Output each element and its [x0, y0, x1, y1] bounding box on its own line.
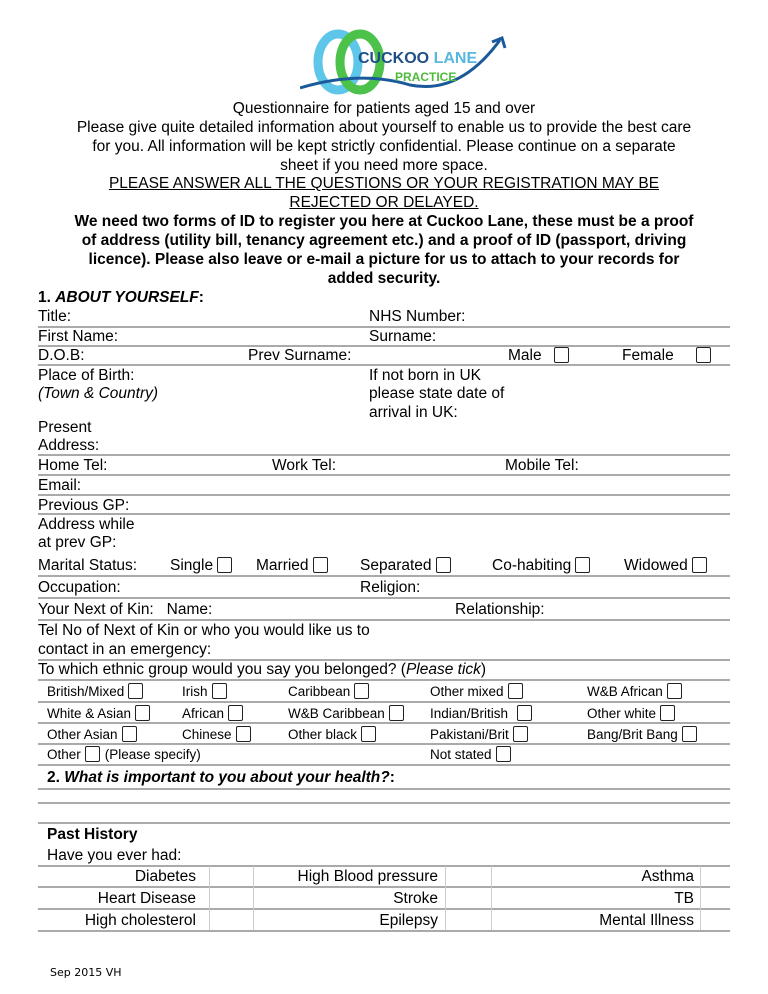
ethnic-checkbox[interactable] [85, 746, 100, 762]
ethnic-checkbox[interactable] [361, 726, 376, 742]
ethnic-group-question: To which ethnic group would you say you belonged? (Please tick) [38, 661, 487, 678]
warning-text: PLEASE ANSWER ALL THE QUESTIONS OR YOUR REGISTRATION MAY BE [108, 175, 660, 192]
religion-label: Religion: [360, 579, 421, 596]
ethnic-option[interactable]: Other black [288, 726, 376, 743]
ethnic-option[interactable]: Not stated [430, 746, 511, 763]
history-stroke: Stroke [393, 890, 438, 907]
ethnic-checkbox[interactable] [122, 726, 137, 742]
ethnic-option[interactable]: Indian/British [430, 705, 532, 722]
ethnic-option[interactable]: African [182, 705, 243, 722]
ethnic-option[interactable]: W&B Caribbean [288, 705, 404, 722]
marital-status-label: Marital Status: [38, 557, 138, 574]
ethnic-checkbox[interactable] [682, 726, 697, 742]
ethnic-checkbox[interactable] [212, 683, 227, 699]
emergency-contact-label: contact in an emergency: [38, 641, 212, 658]
present-address-label: Address: [38, 437, 100, 454]
surname-label: Surname: [369, 328, 437, 345]
cuckoo-lane-logo [300, 10, 510, 95]
prev-gp-address-label: Address while [38, 516, 135, 533]
ethnic-option[interactable]: Other Asian [47, 726, 137, 743]
place-of-birth-label: Place of Birth: [38, 367, 135, 384]
mobile-tel-label: Mobile Tel: [505, 457, 579, 474]
widowed-checkbox[interactable] [692, 557, 707, 573]
female-option[interactable]: Female [622, 346, 711, 365]
ethnic-option[interactable]: Caribbean [288, 683, 369, 700]
warning-text: REJECTED OR DELAYED. [289, 194, 479, 211]
logo-text: LANE [433, 50, 478, 67]
ethnic-checkbox[interactable] [236, 726, 251, 742]
logo-text: CUCKOO [358, 50, 430, 67]
section-1-heading: 1. ABOUT YOURSELF: [38, 289, 204, 306]
cohabiting-option[interactable]: Co-habiting [492, 556, 590, 575]
cohabiting-checkbox[interactable] [575, 557, 590, 573]
form-title: Questionnaire for patients aged 15 and over [232, 100, 536, 117]
ethnic-checkbox[interactable] [389, 705, 404, 721]
past-history-question: Have you ever had: [47, 847, 182, 864]
male-option[interactable]: Male [508, 346, 569, 365]
id-notice: We need two forms of ID to register you here at Cuckoo Lane, these must be a proof [74, 213, 694, 230]
footer-version: Sep 2015 VH [50, 966, 122, 979]
occupation-label: Occupation: [38, 579, 121, 596]
single-option[interactable]: Single [170, 556, 232, 575]
history-high-cholesterol: High cholesterol [84, 912, 196, 929]
ethnic-option[interactable]: Other white [587, 705, 675, 722]
present-address-label: Present [38, 419, 92, 436]
dob-label: D.O.B: [38, 347, 85, 364]
intro-text: sheet if you need more space. [280, 157, 488, 174]
logo-subtext: PRACTICE [395, 70, 457, 84]
ethnic-checkbox[interactable] [135, 705, 150, 721]
history-heart-disease: Heart Disease [97, 890, 196, 907]
separated-option[interactable]: Separated [360, 556, 451, 575]
ethnic-option[interactable]: Other mixed [430, 683, 523, 700]
married-checkbox[interactable] [313, 557, 328, 573]
relationship-label: Relationship: [455, 601, 545, 618]
next-of-kin-label: Your Next of Kin: Name: [38, 601, 213, 618]
history-epilepsy: Epilepsy [379, 912, 438, 929]
prev-gp-address-label: at prev GP: [38, 534, 117, 551]
intro-text: Please give quite detailed information about yourself to enable us to provide the best care [76, 119, 692, 136]
id-notice: of address (utility bill, tenancy agreement etc.) and a proof of ID (passport, driving [81, 232, 687, 249]
ethnic-checkbox[interactable] [128, 683, 143, 699]
id-notice: licence). Please also leave or e-mail a picture for us to attach to your records for [88, 251, 680, 268]
history-diabetes: Diabetes [134, 868, 196, 885]
ethnic-checkbox[interactable] [517, 705, 532, 721]
ethnic-checkbox[interactable] [513, 726, 528, 742]
previous-gp-label: Previous GP: [38, 497, 130, 514]
ethnic-checkbox[interactable] [354, 683, 369, 699]
ethnic-option[interactable]: Irish [182, 683, 227, 700]
ethnic-checkbox[interactable] [228, 705, 243, 721]
history-high-blood-pressure: High Blood pressure [297, 868, 438, 885]
female-checkbox[interactable] [696, 347, 711, 363]
arrival-label: arrival in UK: [369, 404, 458, 421]
email-label: Email: [38, 477, 82, 494]
work-tel-label: Work Tel: [272, 457, 337, 474]
prev-surname-label: Prev Surname: [248, 347, 352, 364]
male-checkbox[interactable] [554, 347, 569, 363]
place-of-birth-hint: (Town & Country) [38, 385, 159, 402]
ethnic-option[interactable]: White & Asian [47, 705, 150, 722]
id-notice: added security. [327, 270, 441, 287]
section-2-heading: 2. What is important to you about your health?: [47, 769, 395, 786]
history-tb: TB [674, 890, 694, 907]
history-asthma: Asthma [641, 868, 694, 885]
ethnic-option[interactable]: Pakistani/Brit [430, 726, 528, 743]
ethnic-option[interactable]: W&B African [587, 683, 682, 700]
home-tel-label: Home Tel: [38, 457, 108, 474]
ethnic-checkbox[interactable] [667, 683, 682, 699]
ethnic-checkbox[interactable] [660, 705, 675, 721]
single-checkbox[interactable] [217, 557, 232, 573]
ethnic-checkbox[interactable] [496, 746, 511, 762]
history-mental-illness: Mental Illness [599, 912, 694, 929]
title-label: Title: [38, 308, 72, 325]
separated-checkbox[interactable] [436, 557, 451, 573]
nhs-number-label: NHS Number: [369, 308, 466, 325]
intro-text: for you. All information will be kept strictly confidential. Please continue on a separate [92, 138, 676, 155]
ethnic-option[interactable]: Bang/Brit Bang [587, 726, 697, 743]
widowed-option[interactable]: Widowed [624, 556, 707, 575]
ethnic-option[interactable]: Chinese [182, 726, 251, 743]
arrival-label: please state date of [369, 385, 505, 402]
past-history-heading: Past History [47, 826, 138, 843]
ethnic-option-other[interactable]: Other (Please specify) [47, 747, 201, 762]
emergency-contact-label: Tel No of Next of Kin or who you would like us to [38, 622, 370, 639]
married-option[interactable]: Married [256, 556, 328, 575]
first-name-label: First Name: [38, 328, 119, 345]
ethnic-checkbox[interactable] [508, 683, 523, 699]
arrival-label: If not born in UK [369, 367, 482, 384]
ethnic-option[interactable]: British/Mixed [47, 683, 143, 700]
